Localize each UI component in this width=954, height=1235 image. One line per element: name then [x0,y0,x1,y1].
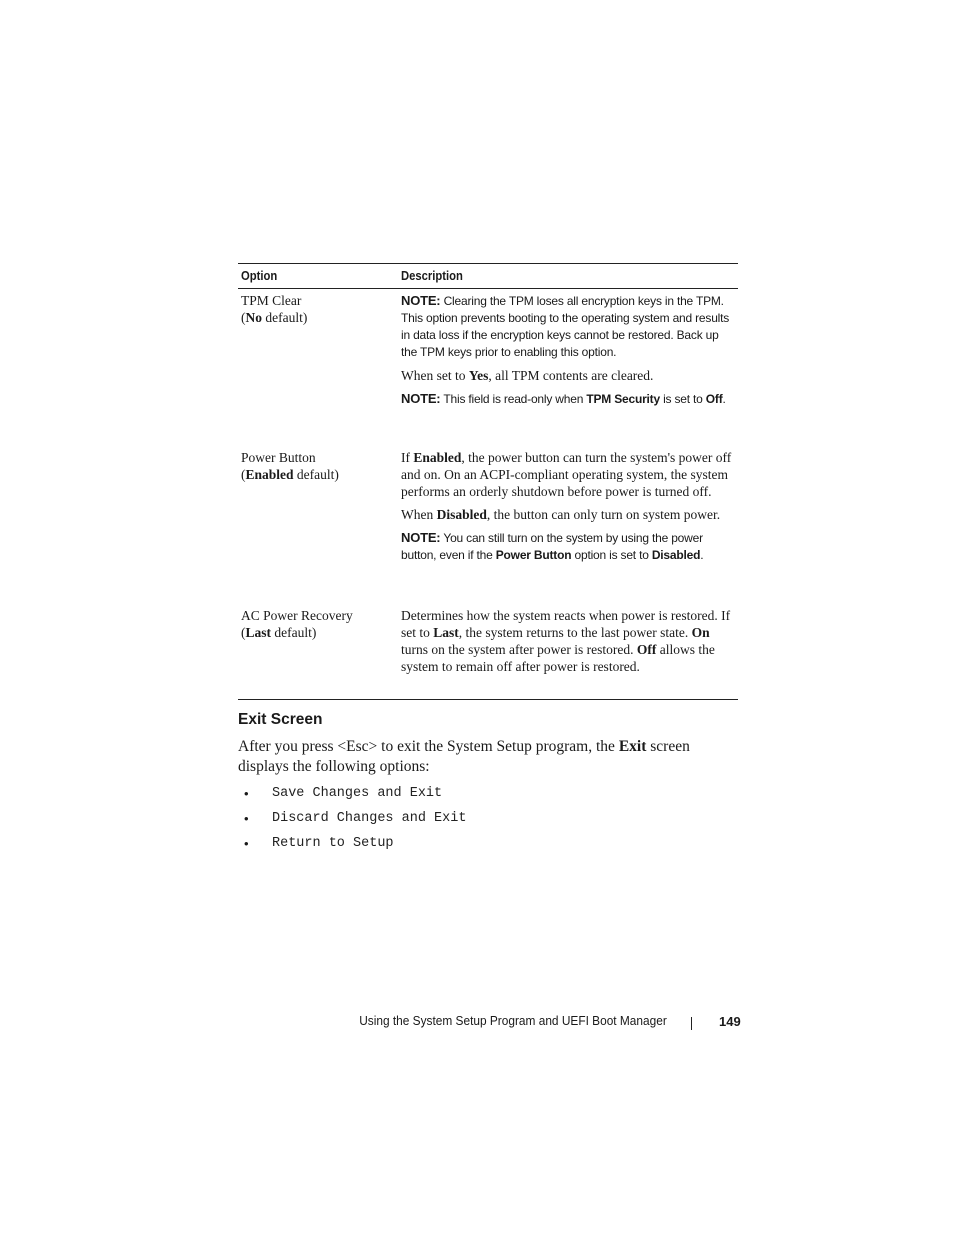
table-bottom-rule [238,699,738,700]
description-text: When set to Yes, all TPM contents are cleared. [401,368,654,383]
page-footer [0,1014,954,1034]
footer-title: Using the System Setup Program and UEFI Boot Manager [359,1014,667,1028]
description-text: When Disabled, the button can only turn on system power. [401,507,721,522]
option-name: Power Button [241,450,316,465]
table-row-tpm-clear [238,289,738,449]
note: NOTE: This field is read-only when TPM Security is set to Off. [401,391,726,406]
description-cell [401,292,738,449]
option-default: (Last default) [241,625,317,640]
section-intro: After you press <Esc> to exit the System Setup program, the Exit screen displays the following options: [238,738,690,775]
description-cell [401,449,738,607]
option-cell [238,292,401,449]
note: NOTE: You can still turn on the system by using the power button, even if the Power Button option is set to Disabled. [401,530,704,562]
exit-option: Discard Changes and Exit [272,811,467,826]
table-row-ac-power-recovery [238,607,738,699]
bullet-icon: • [244,811,249,826]
option-cell [238,449,401,607]
description-text: Determines how the system reacts when power is restored. If set to Last, the system returns to the last power state. On turns on the system after power is restored. Off allows the system to remain off after power is restored. [401,608,731,674]
bullet-icon: • [244,836,249,851]
footer-separator [691,1017,692,1030]
list-item [244,806,466,831]
list-item [244,781,466,806]
option-name: AC Power Recovery [241,608,353,623]
options-table [238,263,738,700]
exit-options-list [244,781,466,856]
exit-option: Return to Setup [272,836,394,851]
option-default: (No default) [241,310,308,325]
option-default: (Enabled default) [241,467,339,482]
table-header-row [238,264,738,288]
section-heading: Exit Screen [238,711,323,728]
bullet-icon: • [244,786,249,801]
list-item [244,831,466,856]
option-name: TPM Clear [241,293,302,308]
option-cell [238,607,401,699]
exit-option: Save Changes and Exit [272,786,443,801]
page-number: 149 [719,1014,741,1029]
header-option: Option [241,269,278,283]
description-text: If Enabled, the power button can turn the system's power off and on. On an ACPI-compliant operating system, the system performs an orderly shutdown before power is turned off. [401,450,732,499]
header-description: Description [401,269,463,283]
note: NOTE: Clearing the TPM loses all encryption keys in the TPM. This option prevents booting to the operating system and results in data loss if the encryption keys cannot be restored. Back up the TPM keys prior to enabling this option. [401,293,730,359]
description-cell [401,607,738,699]
table-row-power-button [238,449,738,607]
